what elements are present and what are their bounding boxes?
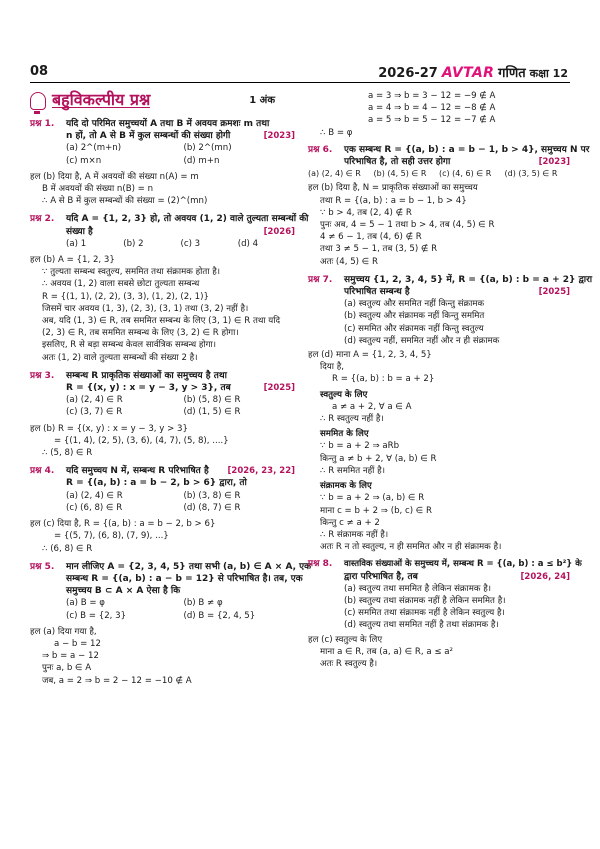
solution-line: इसलिए, R से बड़ा सम्बन्ध केवल सार्वत्रिक सम्बन्ध होगा।: [42, 340, 216, 351]
solution-line: ⇒ b = a − 12: [42, 651, 99, 662]
solution-8: [308, 634, 570, 671]
year-tag: [2023]: [263, 131, 295, 142]
option-a: (a) 2^(m+n): [66, 143, 122, 154]
options: [66, 238, 295, 250]
solution-line: ∵ तुल्यता सम्बन्ध स्वतुल्य, सममित तथा संक्रामक होता है।: [42, 267, 221, 278]
question-2: [30, 213, 309, 250]
solution-line: अब, यदि (1, 3) ∈ R, तब सममित सम्बन्ध के लिए (3, 1) ∈ R तथा यदि: [42, 316, 281, 327]
question-stem-line: [66, 130, 295, 142]
solution-line: B में अवयवों की संख्या n(B) = n: [42, 184, 154, 195]
header-class: कक्षा 12: [529, 67, 568, 80]
solution-line: ∴ अवयव (1, 2) वाला सबसे छोटा तुल्यता सम्बन्ध: [42, 279, 200, 290]
transitive-heading: संक्रामक के लिए: [320, 481, 372, 492]
question-7: [308, 274, 593, 347]
question-stem-line: यदि दो परिमित समुच्चयों A तथा B में अवयव क्रमशः m तथा: [66, 119, 270, 129]
option-c: (c) m×n: [66, 155, 102, 166]
solution-line: हल (c) स्वतुल्य के लिए: [308, 634, 383, 645]
option-d: (d) m+n: [183, 155, 220, 166]
solution-line: ∴ (5, 8) ∈ R: [42, 448, 93, 459]
option-d: (d) स्वतुल्य नहीं, सममित नहीं और न ही संक्रामक: [344, 335, 500, 346]
solution-line: ∴ R सममित नहीं है।: [320, 465, 385, 476]
reflexive-heading: स्वतुल्य के लिए: [320, 389, 368, 400]
question-label: प्रश्न 1.: [30, 119, 55, 129]
solution-line: ∴ R स्वतुल्य नहीं है।: [320, 414, 384, 425]
option-d: (d) स्वतुल्य तथा सममित नहीं है तथा संक्रामक है।: [344, 620, 499, 631]
year-tag: [2026, 24]: [520, 571, 570, 582]
options: [66, 597, 295, 621]
question-stem-line: [66, 226, 295, 238]
question-stem-line: [344, 571, 570, 583]
year-tag: [2026, 23, 22]: [227, 466, 295, 477]
solution-line: = {(5, 7), (6, 8), (7, 9), ...}: [54, 531, 169, 542]
brand-logo: AVTAR: [441, 65, 495, 81]
stem-text: परिभाषित है, तो सही उत्तर होगा: [344, 157, 451, 168]
question-stem-line: वास्तविक संख्याओं के समुच्चय में, सम्बन्ध R = {(a, b) : a ≤ b²} के: [344, 559, 582, 570]
solution-line: ∴ R संक्रामक नहीं है।: [320, 529, 389, 540]
options: [66, 142, 295, 166]
section-marks: 1 अंक: [249, 94, 275, 106]
stem-text: n हों, तो A से B में कुल सम्बन्धों की संख्या होगी: [66, 131, 231, 142]
question-label: प्रश्न 5.: [30, 561, 55, 572]
options: [66, 394, 295, 418]
question-stem-line: समुच्चय B ⊂ A × A ऐसा है कि: [66, 586, 181, 597]
solution-line: जिसमें चार अवयव (1, 3), (2, 3), (3, 1) तथा (3, 2) नहीं है।: [42, 303, 249, 314]
page-number: 08: [30, 64, 49, 79]
solution-line: माना a ∈ R, तब (a, a) ∈ R, a ≤ a²: [320, 646, 454, 657]
question-label: प्रश्न 2.: [30, 214, 55, 225]
solution-line: ∴ B = φ: [320, 127, 353, 138]
option-c: (c) सममित और संक्रामक नहीं किन्तु स्वतुल्य: [344, 323, 484, 334]
solution-line: हल (b) दिया है, A में अवयवों की संख्या n(A) = m: [30, 171, 199, 182]
option-a: (a) B = φ: [66, 598, 105, 609]
solution-line: R = {(1, 1), (2, 2), (3, 3), (1, 2), (2, 1)}: [42, 291, 209, 302]
header-rule: [30, 82, 570, 83]
question-label: प्रश्न 8.: [308, 559, 333, 570]
option-a: (a) स्वतुल्य तथा सममित है लेकिन संक्रामक है।: [344, 583, 492, 594]
question-stem-line: R = {(a, b) : a = b − 2, b > 6} द्वारा, तो: [66, 478, 247, 489]
solution-line: अतः R स्वतुल्य है।: [320, 658, 378, 669]
question-stem-line: यदि A = {1, 2, 3} हो, तो अवयव (1, 2) वाले तुल्यता सम्बन्धों की: [66, 214, 309, 225]
option-b: (b) स्वतुल्य तथा संक्रामक नहीं है लेकिन सममित है।: [344, 595, 506, 606]
left-column: [30, 88, 312, 687]
solution-line: (2, 3) ∈ R, तब सममित सम्बन्ध के लिए (3, 2) ∈ R होगा।: [42, 328, 239, 339]
option-c: (c) (4, 6) ∈ R: [439, 169, 492, 179]
option-d: (d) (3, 5) ∈ R: [504, 169, 558, 179]
header-year: 2026-27: [378, 66, 438, 81]
header-subject: गणित: [498, 66, 526, 81]
solution-line: किन्तु c ≠ a + 2: [320, 517, 380, 528]
solution-line: R = {(a, b) : b = a + 2}: [332, 374, 435, 385]
option-d: (d) (1, 5) ∈ R: [183, 407, 241, 418]
solution-6: [308, 182, 570, 267]
bulb-icon: [30, 92, 46, 110]
option-d: (d) B = {2, 4, 5}: [183, 610, 256, 621]
symmetric-heading: सममित के लिए: [320, 429, 369, 440]
question-5: [30, 561, 312, 622]
solution-line: हल (b) R = {(x, y) : x = y − 3, y > 3}: [30, 423, 188, 434]
stem-text: संख्या है: [66, 226, 93, 237]
solution-line: अतः (4, 5) ∈ R: [320, 256, 378, 267]
options: [66, 490, 295, 514]
question-stem-line: सम्बन्ध R प्राकृतिक संख्याओं का समुच्चय है तथा: [66, 370, 227, 381]
options: [308, 168, 570, 180]
solution-line: तथा 3 ≠ 5 − 1, तब (3, 5) ∉ R: [320, 244, 438, 255]
option-b: (b) 2: [123, 238, 144, 249]
option-c: (c) (3, 7) ∈ R: [66, 407, 123, 418]
solution-5: [30, 626, 295, 687]
option-c: (c) (6, 8) ∈ R: [66, 502, 123, 513]
solution-line: किन्तु a ≠ b + 2, ∀ (a, b) ∈ R: [320, 453, 437, 464]
solution-7: [308, 349, 570, 553]
solution-4: [30, 518, 295, 555]
solution-line: तथा R = {(a, b) : a = b − 1, b > 4}: [320, 195, 467, 206]
question-4: [30, 465, 295, 514]
year-tag: [2025]: [263, 383, 295, 394]
solution-line: ∵ b = a + 2 ⇒ (a, b) ∈ R: [320, 493, 425, 504]
question-label: प्रश्न 4.: [30, 466, 55, 477]
solution-line: पुनः अब, 4 = 5 − 1 तथा b > 4, तब (4, 5) ∈ R: [320, 220, 495, 231]
option-b: (b) (5, 8) ∈ R: [183, 395, 241, 406]
question-stem-line: [344, 156, 570, 168]
solution-line: माना c = b + 2 ⇒ (b, c) ∈ R: [320, 505, 433, 516]
stem-text: परिभाषित सम्बन्ध है: [344, 287, 410, 298]
right-column: [308, 88, 593, 670]
section-title: बहुविकल्पीय प्रश्न: [52, 90, 151, 110]
year-tag: [2023]: [538, 157, 570, 168]
solution-line: हल (b) A = {1, 2, 3}: [30, 255, 115, 266]
question-stem-line: समुच्चय {1, 2, 3, 4, 5} में, R = {(a, b) : b = a + 2} द्वारा: [344, 274, 593, 285]
solution-line: a = 3 ⇒ b = 3 − 12 = −9 ∉ A: [368, 91, 496, 101]
solution-1: [30, 171, 295, 208]
solution-line: पुनः a, b ∈ A: [42, 663, 92, 674]
question-6: [308, 144, 590, 168]
stem-text: द्वारा परिभाषित है, तब: [344, 571, 418, 582]
question-stem-line: सम्बन्ध R = {(a, b) : a − b = 12} से परिभाषित है। तब, एक: [66, 573, 303, 584]
solution-5-continued: [308, 90, 570, 139]
option-b: (b) B ≠ φ: [183, 598, 223, 609]
stem-text: R = {(x, y) : x = y − 3, y > 3}, तब: [66, 383, 231, 394]
question-label: प्रश्न 6.: [308, 144, 333, 155]
solution-line: 4 ≠ 6 − 1, तब (4, 6) ∉ R: [320, 232, 422, 243]
option-c: (c) B = {2, 3}: [66, 610, 127, 621]
question-label: प्रश्न 3.: [30, 370, 55, 381]
solution-line: ∴ A से B में कुल सम्बन्धों की संख्या = (2)^(mn): [42, 196, 208, 207]
option-a: (a) स्वतुल्य और सममित नहीं किन्तु संक्रामक: [344, 299, 485, 310]
solution-line: a ≠ a + 2, ∀ a ∈ A: [332, 401, 412, 412]
solution-conclusion: अतः R न तो स्वतुल्य, न ही सममित और न ही संक्रामक है।: [320, 542, 502, 553]
option-d: (d) 4: [237, 238, 259, 249]
section-heading: [30, 88, 295, 114]
option-a: (a) (2, 4) ∈ R: [308, 169, 361, 179]
solution-line: हल (a) दिया गया है,: [30, 626, 97, 637]
solution-line: a − b = 12: [54, 638, 101, 649]
question-stem-line: [66, 465, 295, 477]
option-b: (b) (3, 8) ∈ R: [183, 490, 241, 501]
question-8: [308, 558, 582, 631]
option-a: (a) (2, 4) ∈ R: [66, 395, 123, 406]
solution-line: दिया है,: [320, 362, 345, 373]
solution-line: ∵ b = a + 2 ⇒ aRb: [320, 441, 400, 452]
year-tag: [2025]: [538, 287, 570, 298]
year-tag: [2026]: [263, 226, 295, 237]
question-stem-line: [66, 382, 295, 394]
solution-line: हल (d) माना A = {1, 2, 3, 4, 5}: [308, 350, 432, 361]
option-c: (c) 3: [180, 238, 201, 249]
question-stem-line: एक सम्बन्ध R = {(a, b) : a = b − 1, b > 4}, समुच्चय N पर: [344, 144, 590, 155]
solution-line: ∴ (6, 8) ∈ R: [42, 543, 93, 554]
option-a: (a) (2, 4) ∈ R: [66, 490, 123, 501]
solution-line: ∵ b > 4, तब (2, 4) ∉ R: [320, 207, 412, 218]
option-a: (a) 1: [66, 238, 87, 249]
solution-line: जब, a = 2 ⇒ b = 2 − 12 = −10 ∉ A: [42, 675, 192, 686]
solution-line: हल (c) दिया है, R = {(a, b) : a = b − 2, b > 6}: [30, 519, 216, 530]
question-label: प्रश्न 7.: [308, 274, 333, 285]
solution-line: अतः (1, 2) वाले तुल्यता सम्बन्धों की संख्या 2 है।: [42, 352, 198, 363]
solution-line: a = 5 ⇒ b = 5 − 12 = −7 ∉ A: [368, 115, 496, 126]
question-stem-line: मान लीजिए A = {2, 3, 4, 5} तथा सभी (a, b) ∈ A × A, एक: [66, 561, 312, 572]
option-d: (d) (8, 7) ∈ R: [183, 502, 241, 513]
solution-line: हल (b) दिया है, N = प्राकृतिक संख्याओं का समुच्चय: [308, 183, 478, 194]
question-3: [30, 370, 295, 419]
option-b: (b) (4, 5) ∈ R: [373, 169, 427, 179]
solution-2: [30, 254, 295, 364]
question-1: [30, 118, 295, 167]
solution-3: [30, 423, 295, 460]
option-c: (c) सममित तथा संक्रामक नहीं है लेकिन स्वतुल्य है।: [344, 608, 505, 619]
solution-line: a = 4 ⇒ b = 4 − 12 = −8 ∉ A: [368, 103, 496, 114]
option-b: (b) स्वतुल्य और संक्रामक नहीं किन्तु सममित: [344, 311, 485, 322]
solution-line: = {(1, 4), (2, 5), (3, 6), (4, 7), (5, 8), ....}: [54, 435, 229, 446]
stem-text: यदि समुच्चय N में, सम्बन्ध R परिभाषित है: [66, 466, 209, 477]
question-stem-line: [344, 286, 570, 298]
option-b: (b) 2^(mn): [183, 143, 232, 154]
running-header: [378, 63, 568, 81]
